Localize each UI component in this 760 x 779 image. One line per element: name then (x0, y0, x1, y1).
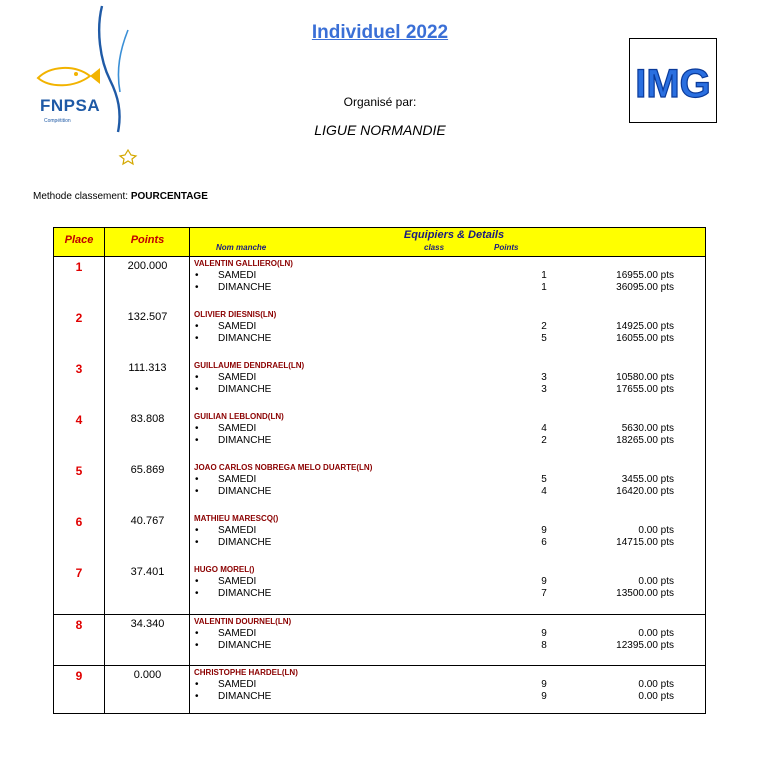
manche-name: SAMEDI (218, 321, 257, 332)
manche-class: 5 (541, 333, 547, 344)
table-row (54, 512, 705, 563)
manche-name: SAMEDI (218, 576, 257, 587)
manche-class: 9 (541, 576, 547, 587)
manche-name: SAMEDI (218, 270, 257, 281)
manche-name: DIMANCHE (218, 333, 272, 344)
manche-line (194, 270, 694, 282)
manche-class: 8 (541, 640, 547, 651)
manche-line (194, 691, 694, 703)
manche-line (194, 423, 694, 435)
manche-name: SAMEDI (218, 679, 257, 690)
bullet-icon: • (195, 537, 199, 548)
method-label: Methode classement: (33, 191, 129, 202)
manche-class: 4 (541, 423, 547, 434)
row-competitor-name: JOAO CARLOS NOBREGA MELO DUARTE(LN) (194, 463, 373, 472)
row-points: 132.507 (127, 311, 168, 323)
bullet-icon: • (195, 588, 199, 599)
row-competitor-name: HUGO MOREL() (194, 565, 255, 574)
manche-line (194, 640, 694, 652)
img-logo (629, 38, 717, 123)
manche-class: 3 (541, 372, 547, 383)
table-row (54, 410, 705, 461)
manche-line (194, 588, 694, 600)
manche-points: 16955.00 pts (616, 270, 674, 281)
row-points: 83.808 (130, 413, 165, 425)
table-row (54, 614, 705, 666)
bullet-icon: • (195, 576, 199, 587)
manche-line (194, 282, 694, 294)
bullet-icon: • (195, 435, 199, 446)
row-place: 9 (75, 669, 83, 683)
manche-points: 14715.00 pts (616, 537, 674, 548)
manche-line (194, 333, 694, 345)
row-competitor-name: MATHIEU MARESCQ() (194, 514, 279, 523)
manche-points: 10580.00 pts (616, 372, 674, 383)
manche-class: 3 (541, 384, 547, 395)
manche-line (194, 474, 694, 486)
manche-points: 5630.00 pts (621, 423, 674, 434)
table-row (54, 461, 705, 512)
bullet-icon: • (195, 333, 199, 344)
manche-line (194, 628, 694, 640)
row-points: 111.313 (128, 362, 167, 374)
table-row (54, 359, 705, 410)
bullet-icon: • (195, 691, 199, 702)
manche-points: 3455.00 pts (621, 474, 674, 485)
logo-text: FNPSA (40, 96, 101, 115)
manche-class: 9 (541, 691, 547, 702)
bullet-icon: • (195, 486, 199, 497)
bullet-icon: • (195, 679, 199, 690)
img-logo-icon (630, 39, 716, 122)
bullet-icon: • (195, 525, 199, 536)
row-competitor-name: VALENTIN GALLIERO(LN) (194, 259, 293, 268)
manche-points: 0.00 pts (638, 576, 674, 587)
manche-class: 1 (541, 270, 547, 281)
bullet-icon: • (195, 321, 199, 332)
ranking-method (33, 191, 208, 202)
bullet-icon: • (195, 282, 199, 293)
row-points: 40.767 (130, 515, 165, 527)
manche-points: 0.00 pts (638, 679, 674, 690)
row-points: 200.000 (127, 260, 168, 272)
manche-points: 18265.00 pts (616, 435, 674, 446)
manche-points: 14925.00 pts (616, 321, 674, 332)
row-place: 8 (75, 618, 83, 632)
header-class: class (424, 243, 445, 252)
manche-class: 4 (541, 486, 547, 497)
manche-class: 7 (541, 588, 547, 599)
row-competitor-name: OLIVIER DIESNIS(LN) (194, 310, 277, 319)
row-competitor-name: GUILLAUME DENDRAEL(LN) (194, 361, 305, 370)
manche-class: 9 (541, 525, 547, 536)
manche-line (194, 435, 694, 447)
row-points: 65.869 (130, 464, 165, 476)
table-row (54, 563, 705, 614)
manche-name: SAMEDI (218, 372, 257, 383)
row-competitor-name: GUILIAN LEBLOND(LN) (194, 412, 284, 421)
table-row (54, 257, 705, 308)
manche-class: 2 (541, 435, 547, 446)
manche-line (194, 486, 694, 498)
row-place: 5 (75, 464, 83, 478)
row-points: 34.340 (130, 618, 165, 630)
manche-name: DIMANCHE (218, 486, 272, 497)
row-place: 2 (75, 311, 83, 325)
manche-name: DIMANCHE (218, 691, 272, 702)
row-place: 3 (75, 362, 83, 376)
manche-name: DIMANCHE (218, 282, 272, 293)
fnpsa-fish-icon (30, 0, 150, 170)
manche-class: 6 (541, 537, 547, 548)
fnpsa-logo (30, 0, 150, 170)
bullet-icon: • (195, 474, 199, 485)
manche-points: 13500.00 pts (616, 588, 674, 599)
manche-name: SAMEDI (218, 474, 257, 485)
manche-points: 0.00 pts (638, 628, 674, 639)
manche-name: DIMANCHE (218, 537, 272, 548)
manche-name: DIMANCHE (218, 384, 272, 395)
header-nom-manche: Nom manche (216, 243, 267, 252)
header-points: Points (130, 234, 165, 246)
method-value: POURCENTAGE (130, 191, 208, 202)
manche-name: DIMANCHE (218, 588, 272, 599)
row-points: 0.000 (133, 669, 162, 681)
manche-class: 5 (541, 474, 547, 485)
header-place: Place (64, 234, 94, 246)
row-place: 7 (75, 566, 83, 580)
manche-points: 0.00 pts (638, 525, 674, 536)
row-points: 37.401 (130, 566, 165, 578)
manche-points: 17655.00 pts (616, 384, 674, 395)
bullet-icon: • (195, 270, 199, 281)
row-competitor-name: VALENTIN DOURNEL(LN) (194, 617, 292, 626)
manche-line (194, 525, 694, 537)
manche-points: 0.00 pts (638, 691, 674, 702)
manche-line (194, 537, 694, 549)
bullet-icon: • (195, 640, 199, 651)
row-place: 6 (75, 515, 83, 529)
logo-subtext: Compétition (44, 118, 71, 124)
manche-class: 9 (541, 679, 547, 690)
manche-points: 16055.00 pts (616, 333, 674, 344)
table-row (54, 308, 705, 359)
manche-line (194, 576, 694, 588)
row-place: 4 (75, 413, 83, 427)
manche-points: 16420.00 pts (616, 486, 674, 497)
manche-line (194, 372, 694, 384)
organizer-name: LIGUE NORMANDIE (314, 122, 446, 138)
manche-class: 2 (541, 321, 547, 332)
manche-name: SAMEDI (218, 525, 257, 536)
header-equipiers: Equipiers & Details (403, 229, 505, 241)
manche-class: 9 (541, 628, 547, 639)
row-competitor-name: CHRISTOPHE HARDEL(LN) (194, 668, 298, 677)
bullet-icon: • (195, 423, 199, 434)
manche-name: DIMANCHE (218, 435, 272, 446)
manche-line (194, 321, 694, 333)
manche-line (194, 679, 694, 691)
manche-name: SAMEDI (218, 628, 257, 639)
manche-line (194, 384, 694, 396)
row-place: 1 (75, 260, 83, 274)
table-row (54, 665, 705, 717)
manche-points: 36095.00 pts (616, 282, 674, 293)
table-header (54, 228, 705, 257)
manche-name: SAMEDI (218, 423, 257, 434)
manche-points: 12395.00 pts (616, 640, 674, 651)
manche-name: DIMANCHE (218, 640, 272, 651)
bullet-icon: • (195, 384, 199, 395)
page-title[interactable]: Individuel 2022 (311, 22, 449, 43)
bullet-icon: • (195, 372, 199, 383)
results-table (53, 227, 706, 714)
img-logo-text: IMG (635, 62, 711, 106)
organizer-label: Organisé par: (343, 95, 417, 109)
manche-class: 1 (541, 282, 547, 293)
header-manche-points: Points (494, 243, 519, 252)
bullet-icon: • (195, 628, 199, 639)
